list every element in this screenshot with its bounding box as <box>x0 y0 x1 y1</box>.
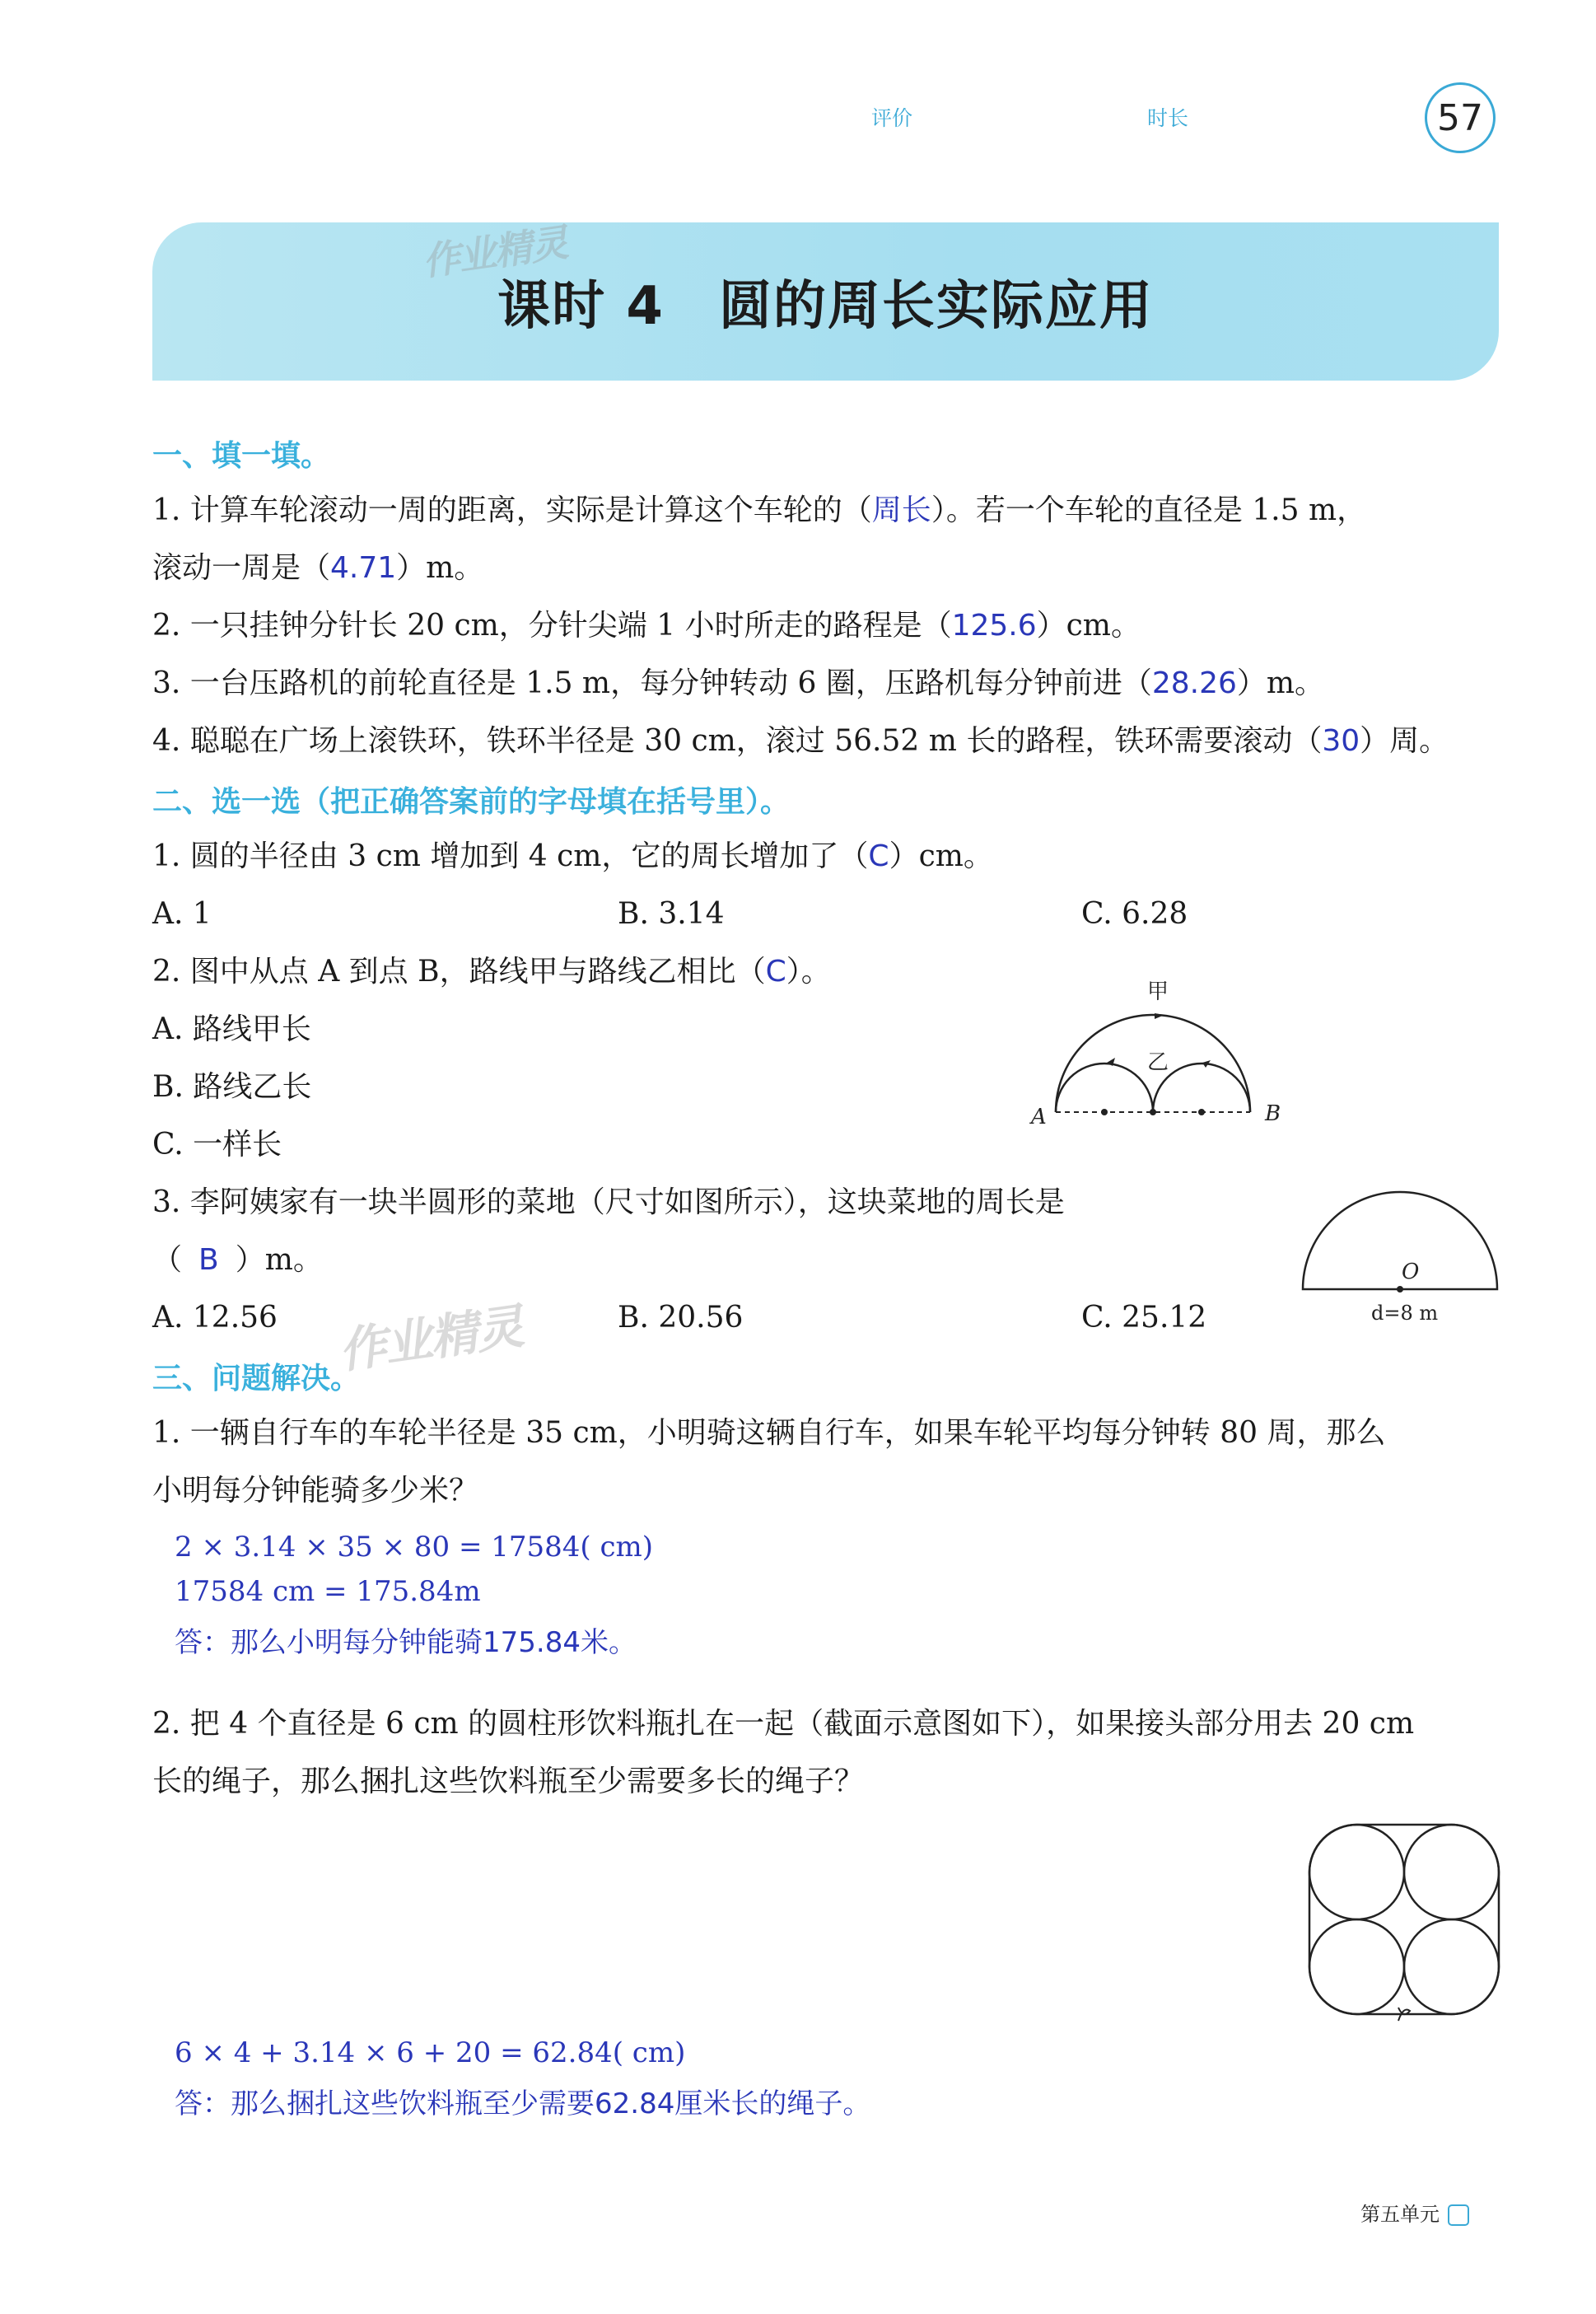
s3-q2-line1: 2. 把 4 个直径是 6 cm 的圆柱形饮料瓶扎在一起（截面示意图如下），如果接头部分用去 20 cm <box>152 1707 1415 1741</box>
right-center-dot <box>1198 1109 1205 1115</box>
center-label: O <box>1402 1260 1420 1284</box>
s1-q4: 4. 聪聪在广场上滚铁环，铁环半径是 30 cm，滚过 56.52 m 长的路程，铁环需要滚动（30）周。 <box>152 724 1449 758</box>
diameter-label: d=8 m <box>1371 1302 1439 1325</box>
s1-q1-line2: 滚动一周是（4.71）m。 <box>152 551 484 585</box>
route-yi-arc-left <box>1056 1064 1153 1112</box>
s2-q2-option-b: B. 路线乙长 <box>152 1070 312 1104</box>
route-diagram <box>1021 972 1301 1129</box>
bottle-circle-1 <box>1309 1825 1404 1919</box>
s3-q1-work2: 17584 cm = 175.84m <box>175 1575 481 1608</box>
s3-q1-line2: 小明每分钟能骑多少米？ <box>152 1474 479 1508</box>
s3-q1-work1: 2 × 3.14 × 35 × 80 = 17584( cm) <box>175 1531 654 1564</box>
s1-q2-answer: 125.6 <box>951 609 1037 643</box>
s2-q2: 2. 图中从点 A 到点 B，路线甲与路线乙相比（C）。 <box>152 955 831 989</box>
duration-label: 时长 <box>1147 106 1189 130</box>
route-jia-label: 甲 <box>1147 979 1169 1004</box>
footer-unit <box>1360 2198 1469 2227</box>
point-b-label: B <box>1265 1101 1281 1126</box>
s2-q1: 1. 圆的半径由 3 cm 增加到 4 cm，它的周长增加了（C）cm。 <box>152 839 993 873</box>
s1-q3: 3. 一台压路机的前轮直径是 1.5 m，每分钟转动 6 圈，压路机每分钟前进（28.26）m。 <box>152 666 1325 700</box>
rope-outline <box>1309 1825 1499 2014</box>
center-dot <box>1397 1286 1403 1293</box>
s2-q2-option-c: C. 一样长 <box>152 1128 282 1162</box>
semicircle-diagram <box>1293 1186 1515 1335</box>
s1-q2: 2. 一只挂钟分针长 20 cm，分针尖端 1 小时所走的路程是（125.6）cm。 <box>152 609 1141 643</box>
semicircle-shape <box>1303 1192 1497 1289</box>
s2-q2-option-a: A. 路线甲长 <box>152 1012 311 1046</box>
s1-q4-answer: 30 <box>1322 724 1360 758</box>
point-a-label: A <box>1031 1105 1047 1129</box>
section1-heading: 一、填一填。 <box>152 439 331 473</box>
s1-q1-answer1: 周长 <box>871 493 931 527</box>
rating-label: 评价 <box>871 106 913 130</box>
s2-q3-option-a: A. 12.56 <box>152 1301 278 1335</box>
footer-unit-label: 第五单元 <box>1360 2203 1440 2226</box>
bottle-circle-3 <box>1309 1919 1404 2014</box>
s2-q1-answer: C <box>868 839 889 873</box>
route-yi-label: 乙 <box>1147 1050 1169 1075</box>
s3-q2-answer: 答：那么捆扎这些饮料瓶至少需要62.84厘米长的绳子。 <box>175 2087 871 2120</box>
watermark-top: 作业精灵 <box>419 219 570 284</box>
s2-q3-option-c: C. 25.12 <box>1081 1301 1207 1335</box>
s2-q1-option-b: B. 3.14 <box>618 897 725 931</box>
s3-q1-answer: 答：那么小明每分钟能骑175.84米。 <box>175 1626 637 1659</box>
s2-q1-option-c: C. 6.28 <box>1081 897 1188 931</box>
middle-dot <box>1150 1109 1156 1115</box>
s2-q1-option-a: A. 1 <box>152 897 212 931</box>
s2-q3-line2: （ B ）m。 <box>152 1243 323 1277</box>
s2-q2-answer: C <box>765 955 786 989</box>
s3-q2-line2: 长的绳子，那么捆扎这些饮料瓶至少需要多长的绳子？ <box>152 1765 865 1798</box>
s1-q1-answer2: 4.71 <box>330 551 397 585</box>
section2-heading: 二、选一选（把正确答案前的字母填在括号里）。 <box>152 785 791 819</box>
lesson-title: 课时 4 圆的周长实际应用 <box>497 276 1154 337</box>
s1-q3-answer: 28.26 <box>1151 666 1237 700</box>
s2-q3-answer: B <box>198 1243 219 1277</box>
s3-q1-line1: 1. 一辆自行车的车轮半径是 35 cm，小明骑这辆自行车，如果车轮平均每分钟转 80 周，那么 <box>152 1416 1386 1450</box>
square-icon <box>1448 2204 1469 2226</box>
section3-heading: 三、问题解决。 <box>152 1362 361 1395</box>
left-center-dot <box>1101 1109 1108 1115</box>
watermark-mid: 作业精灵 <box>335 1297 526 1380</box>
bottles-diagram <box>1301 1816 1507 2031</box>
bottle-circle-4 <box>1404 1919 1499 2014</box>
bottle-circle-2 <box>1404 1825 1499 1919</box>
page-number: 57 <box>1425 82 1496 153</box>
s1-q1-line1: 1. 计算车轮滚动一周的距离，实际是计算这个车轮的（周长）。若一个车轮的直径是 1.5 m， <box>152 493 1367 527</box>
s2-q3-line1: 3. 李阿姨家有一块半圆形的菜地（尺寸如图所示），这块菜地的周长是 <box>152 1185 1065 1219</box>
s3-q2-work1: 6 × 4 + 3.14 × 6 + 20 = 62.84( cm) <box>175 2036 686 2069</box>
s2-q3-option-b: B. 20.56 <box>618 1301 744 1335</box>
